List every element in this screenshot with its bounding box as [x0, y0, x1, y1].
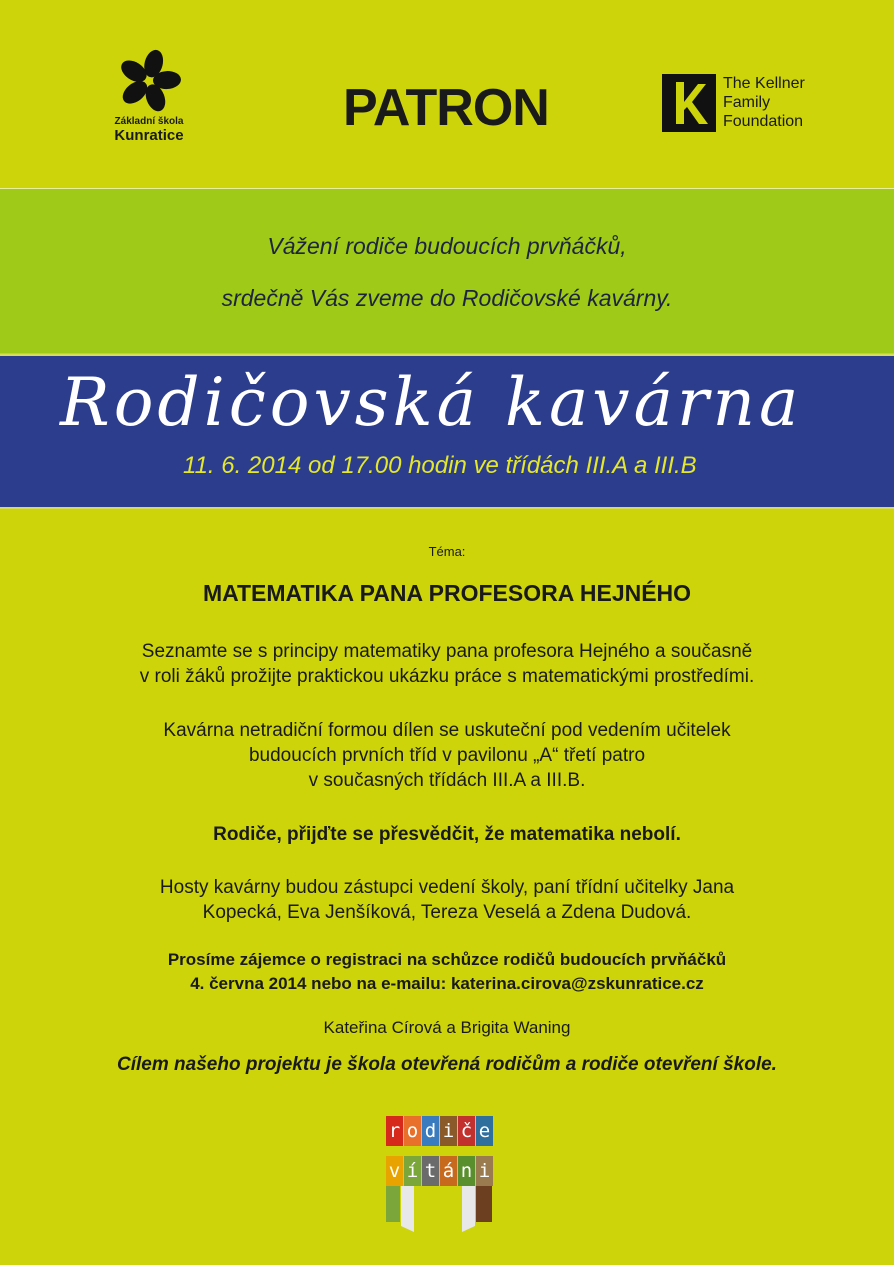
- rodice-letter: i: [440, 1116, 457, 1146]
- vitani-letter: i: [476, 1156, 493, 1186]
- topic-heading: MATEMATIKA PANA PROFESORA HEJNÉHO: [202, 580, 692, 606]
- rodice-letter: č: [458, 1116, 475, 1146]
- rodice-vitani-logo: [386, 1116, 494, 1232]
- vitani-letter: í: [404, 1156, 421, 1186]
- rodice-letter: o: [404, 1116, 421, 1146]
- logo-legs-icon: [386, 1186, 494, 1232]
- invitation-line-2: srdečně Vás zveme do Rodičovské kavárny.: [221, 285, 673, 311]
- vitani-letter: t: [422, 1156, 439, 1186]
- logo-row-rodice: [386, 1116, 494, 1146]
- invitation-line-1: Vážení rodiče budoucích prvňáčků,: [267, 233, 627, 259]
- registration-line-2: 4. června 2014 nebo na e-mailu: katerina.cirova@zskunratice.cz: [190, 974, 704, 993]
- organizers: Kateřina Círová a Brigita Waning: [323, 1018, 571, 1037]
- kellner-line-3: Foundation: [723, 113, 804, 130]
- rodice-letter: e: [476, 1116, 493, 1146]
- logo-row-vitani: [386, 1156, 494, 1186]
- kellner-k-icon: [662, 74, 716, 132]
- paragraph-3-line-1: Hosty kavárny budou zástupci vedení školy, paní třídní učitelky Jana: [159, 877, 735, 898]
- paragraph-1-line-2: v roli žáků prožijte praktickou ukázku práce s matematickými prostředími.: [139, 666, 755, 687]
- vitani-letter: v: [386, 1156, 403, 1186]
- school-logo: [104, 48, 194, 144]
- rodice-letter: d: [422, 1116, 439, 1146]
- kellner-logo: [662, 74, 805, 132]
- paragraph-2-line-2: budoucích prvních tříd v pavilonu „A“ třetí patro: [248, 745, 646, 766]
- event-title: Rodičovská kavárna: [60, 364, 803, 441]
- paragraph-3-line-2: Kopecká, Eva Jenšíková, Tereza Veselá a Zdena Dudová.: [202, 902, 692, 923]
- event-date: 11. 6. 2014 od 17.00 hodin ve třídách III.A a III.B: [183, 452, 697, 479]
- paragraph-2-line-1: Kavárna netradiční formou dílen se uskuteční pod vedením učitelek: [163, 720, 731, 741]
- rodice-letter: r: [386, 1116, 403, 1146]
- registration-line-1: Prosíme zájemce o registraci na schůzce rodičů budoucích prvňáčků: [167, 950, 727, 969]
- kellner-line-2: Family: [723, 94, 771, 111]
- patron-logo: PATRON: [343, 79, 549, 137]
- project-motto: Cílem našeho projektu je škola otevřená rodičům a rodiče otevření škole.: [117, 1054, 777, 1075]
- topic-label: Téma:: [428, 544, 466, 559]
- vitani-letter: n: [458, 1156, 475, 1186]
- paragraph-1-line-1: Seznamte se s principy matematiky pana profesora Hejného a současně: [141, 641, 753, 662]
- vitani-letter: á: [440, 1156, 457, 1186]
- school-name-small: Základní škola: [114, 116, 184, 127]
- school-name: Kunratice: [114, 127, 184, 144]
- paragraph-2-line-3: v současných třídách III.A a III.B.: [308, 770, 586, 791]
- invitation-band: [0, 188, 894, 353]
- highlight-line: Rodiče, přijďte se přesvědčit, že matematika nebolí.: [213, 824, 681, 845]
- flower-icon: [109, 48, 189, 114]
- kellner-line-1: The Kellner: [723, 75, 805, 92]
